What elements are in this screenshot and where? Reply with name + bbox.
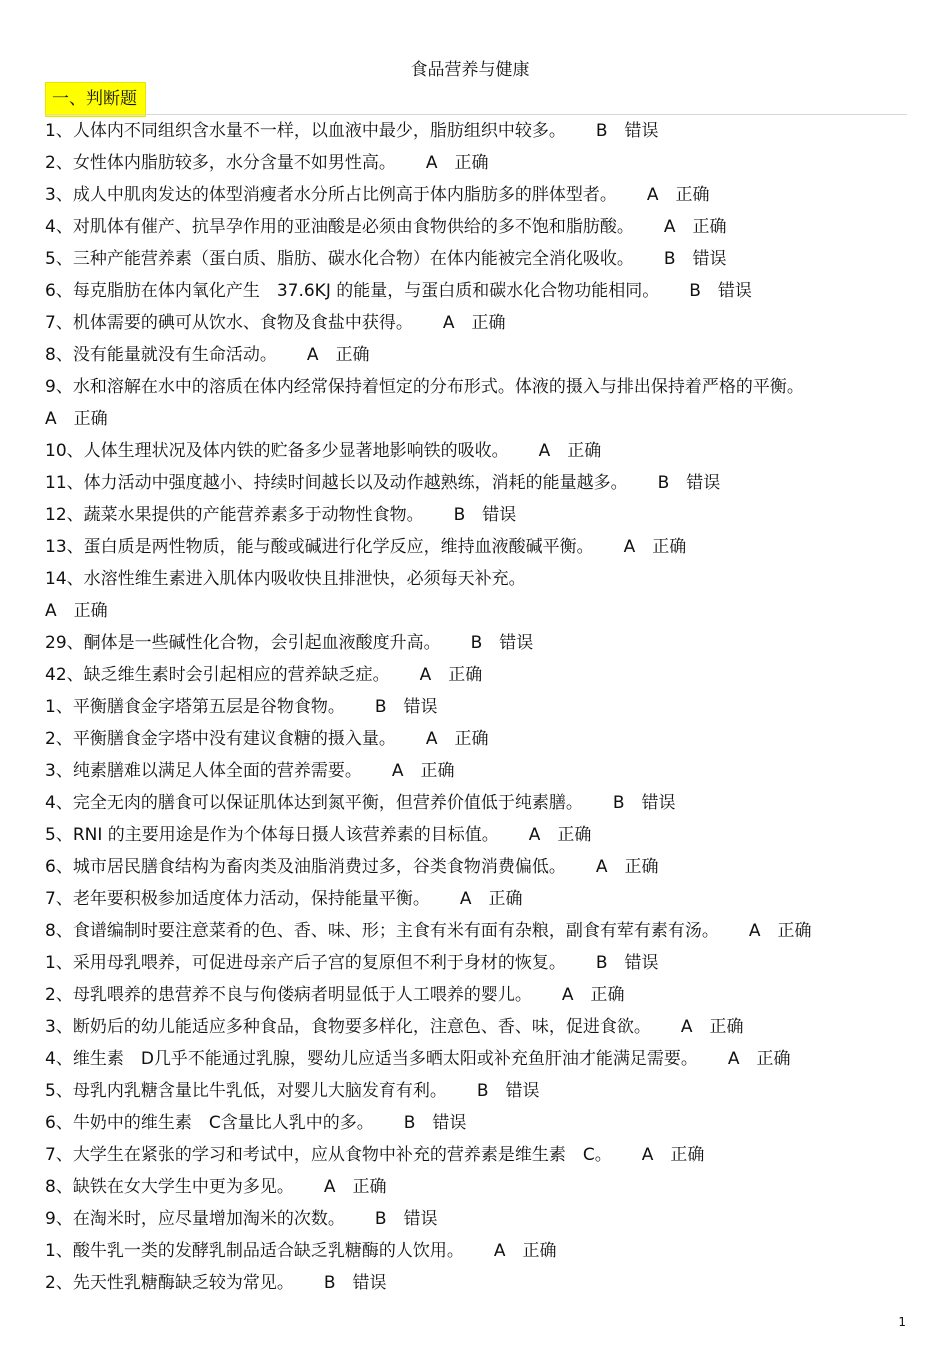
- question-item: [45, 1107, 925, 1139]
- question-answer: B 错误: [403, 1113, 467, 1133]
- question-answer: B 错误: [595, 953, 659, 973]
- question-text: 食谱编制时要注意菜肴的色、香、味、形；主食有米有面有杂粮，副食有荤有素有汤。: [72, 921, 719, 941]
- question-answer: B 错误: [663, 249, 727, 269]
- question-number: 11、: [45, 473, 84, 493]
- question-text: 酸牛乳一类的发酵乳制品适合缺乏乳糖酶的人饮用。: [72, 1241, 464, 1261]
- question-answer: B 错误: [470, 633, 534, 653]
- question-item: [45, 179, 925, 211]
- question-answer: A 正确: [425, 729, 489, 749]
- question-list: [45, 115, 925, 1299]
- question-number: 6、: [45, 857, 73, 877]
- question-text: RNI 的主要用途是作为个体每日摄人该营养素的目标值。: [72, 825, 499, 845]
- question-item: [45, 531, 925, 563]
- question-number: 3、: [45, 185, 73, 205]
- question-item: [45, 627, 925, 659]
- question-item: [45, 1011, 925, 1043]
- question-answer: B 错误: [374, 1209, 438, 1229]
- question-item: [45, 307, 925, 339]
- question-answer: A 正确: [442, 313, 506, 333]
- question-number: 4、: [45, 217, 73, 237]
- question-text: 蛋白质是两性物质，能与酸或碱进行化学反应，维持血液酸碱平衡。: [83, 537, 594, 557]
- question-number: 3、: [45, 761, 73, 781]
- question-text: 纯素膳难以满足人体全面的营养需要。: [72, 761, 362, 781]
- question-number: 2、: [45, 153, 73, 173]
- question-number: 29、: [45, 633, 84, 653]
- question-number: 14、: [45, 569, 84, 589]
- question-answer: A 正确: [680, 1017, 744, 1037]
- question-item: [45, 851, 925, 883]
- question-text: 对肌体有催产、抗旱孕作用的亚油酸是必须由食物供给的多不饱和脂肪酸。: [72, 217, 634, 237]
- question-answer: B 错误: [595, 121, 659, 141]
- question-answer: A 正确: [391, 761, 455, 781]
- question-item: [45, 1139, 925, 1171]
- question-text: 成人中肌肉发达的体型消瘦者水分所占比例高于体内脂肪多的胖体型者。: [72, 185, 617, 205]
- question-number: 5、: [45, 825, 73, 845]
- question-answer: A 正确: [641, 1145, 705, 1165]
- question-text: 老年要积极参加适度体力活动，保持能量平衡。: [72, 889, 430, 909]
- question-item: [45, 659, 925, 691]
- question-number: 4、: [45, 793, 73, 813]
- question-number: 4、: [45, 1049, 73, 1069]
- question-item: [45, 371, 925, 403]
- question-answer: A 正确: [493, 1241, 557, 1261]
- question-text: 城市居民膳食结构为畜肉类及油脂消费过多，谷类食物消费偏低。: [72, 857, 566, 877]
- question-answer: A 正确: [561, 985, 625, 1005]
- question-item: [45, 1203, 925, 1235]
- question-answer: [804, 377, 834, 397]
- question-answer: B 错误: [689, 281, 752, 301]
- question-item: [45, 211, 925, 243]
- question-item: [45, 1171, 925, 1203]
- question-text: 水和溶解在水中的溶质在体内经常保持着恒定的分布形式。体液的摄入与排出保持着严格的平衡。: [72, 377, 804, 397]
- question-item: [45, 915, 925, 947]
- question-item: [45, 883, 925, 915]
- question-number: 8、: [45, 921, 73, 941]
- question-item: [45, 275, 925, 307]
- question-answer: A 正确: [727, 1049, 791, 1069]
- question-number: 13、: [45, 537, 84, 557]
- question-answer: A 正确: [623, 537, 687, 557]
- question-text: 母乳内乳糖含量比牛乳低，对婴儿大脑发育有利。: [72, 1081, 447, 1101]
- question-item: [45, 563, 925, 595]
- question-text: 体力活动中强度越小、持续时间越长以及动作越熟练，消耗的能量越多。: [83, 473, 628, 493]
- question-item: [45, 115, 925, 147]
- question-text: 女性体内脂肪较多，水分含量不如男性高。: [72, 153, 396, 173]
- question-number: 42、: [45, 665, 84, 685]
- section-heading: 一、判断题: [45, 82, 146, 117]
- question-number: 9、: [45, 377, 73, 397]
- question-number: 1、: [45, 953, 73, 973]
- question-item: [45, 723, 925, 755]
- question-answer: B 错误: [657, 473, 721, 493]
- question-text: 断奶后的幼儿能适应多种食品，食物要多样化，注意色、香、味，促进食欲。: [72, 1017, 651, 1037]
- question-item: [45, 1043, 925, 1075]
- question-item: [45, 1075, 925, 1107]
- question-item: [45, 787, 925, 819]
- question-text: 平衡膳食金字塔中没有建议食糖的摄入量。: [72, 729, 396, 749]
- question-answer: B 错误: [612, 793, 676, 813]
- question-text: 水溶性维生素进入肌体内吸收快且排泄快，必须每天补充。: [83, 569, 526, 589]
- question-number: 8、: [45, 345, 73, 365]
- question-item: [45, 403, 925, 435]
- question-number: 8、: [45, 1177, 73, 1197]
- question-item: [45, 147, 925, 179]
- question-answer: A 正确: [306, 345, 370, 365]
- question-answer: B 错误: [374, 697, 438, 717]
- question-text: 采用母乳喂养，可促进母亲产后子宫的复原但不利于身材的恢复。: [72, 953, 566, 973]
- question-text: 人体生理状况及体内铁的贮备多少显著地影响铁的吸收。: [83, 441, 509, 461]
- question-text: 缺铁在女大学生中更为多见。: [72, 1177, 294, 1197]
- document-title: 食品营养与健康: [410, 60, 530, 80]
- question-number: 6、: [45, 1113, 73, 1133]
- question-number: 5、: [45, 249, 73, 269]
- question-text: 三种产能营养素（蛋白质、脂肪、碳水化合物）在体内能被完全消化吸收。: [72, 249, 634, 269]
- question-answer: B 错误: [453, 505, 517, 525]
- question-answer: A 正确: [595, 857, 659, 877]
- page-number: 1: [898, 1315, 906, 1329]
- question-number: 2、: [45, 985, 73, 1005]
- question-answer: [526, 569, 556, 589]
- question-item: [45, 979, 925, 1011]
- question-item: [45, 499, 925, 531]
- question-answer: A 正确: [538, 441, 602, 461]
- question-answer: [108, 601, 138, 621]
- question-item: [45, 1235, 925, 1267]
- question-text: 牛奶中的维生素 C含量比人乳中的多。: [72, 1113, 374, 1133]
- question-item: [45, 435, 925, 467]
- question-item: [45, 947, 925, 979]
- question-text: 母乳喂养的患营养不良与佝偻病者明显低于人工喂养的婴儿。: [72, 985, 532, 1005]
- question-answer: A 正确: [528, 825, 592, 845]
- question-item: [45, 1267, 925, 1299]
- question-number: 1、: [45, 121, 73, 141]
- question-text: 蔬菜水果提供的产能营养素多于动物性食物。: [83, 505, 424, 525]
- question-text: 机体需要的碘可从饮水、食物及食盐中获得。: [72, 313, 413, 333]
- question-number: 10、: [45, 441, 84, 461]
- question-item: [45, 467, 925, 499]
- question-answer: A 正确: [646, 185, 710, 205]
- question-answer: A 正确: [323, 1177, 387, 1197]
- question-number: 1、: [45, 1241, 73, 1261]
- question-number: 9、: [45, 1209, 73, 1229]
- question-answer: A 正确: [748, 921, 812, 941]
- question-number: 7、: [45, 1145, 73, 1165]
- question-answer: B 错误: [323, 1273, 387, 1293]
- question-answer: B 错误: [476, 1081, 540, 1101]
- question-number: 6、: [45, 281, 73, 301]
- question-item: [45, 595, 925, 627]
- question-text: 缺乏维生素时会引起相应的营养缺乏症。: [83, 665, 390, 685]
- question-answer: [108, 409, 138, 429]
- question-text: 没有能量就没有生命活动。: [72, 345, 277, 365]
- question-number: 7、: [45, 313, 73, 333]
- question-number: 2、: [45, 1273, 73, 1293]
- question-answer: A 正确: [425, 153, 489, 173]
- question-text: 每克脂肪在体内氧化产生 37.6KJ 的能量，与蛋白质和碳水化合物功能相同。: [72, 281, 660, 301]
- question-number: 1、: [45, 697, 73, 717]
- question-answer: A 正确: [663, 217, 727, 237]
- question-text: A 正确: [45, 601, 108, 621]
- question-number: 3、: [45, 1017, 73, 1037]
- question-item: [45, 339, 925, 371]
- question-item: [45, 819, 925, 851]
- question-number: 7、: [45, 889, 73, 909]
- question-text: 酮体是一些碱性化合物，会引起血液酸度升高。: [83, 633, 441, 653]
- question-answer: A 正确: [419, 665, 483, 685]
- question-number: 12、: [45, 505, 84, 525]
- question-answer: A 正确: [459, 889, 523, 909]
- question-text: 大学生在紧张的学习和考试中，应从食物中补充的营养素是维生素 C。: [72, 1145, 612, 1165]
- question-number: 5、: [45, 1081, 73, 1101]
- question-number: 2、: [45, 729, 73, 749]
- question-item: [45, 243, 925, 275]
- question-item: [45, 691, 925, 723]
- question-text: 完全无肉的膳食可以保证肌体达到氮平衡，但营养价值低于纯素膳。: [72, 793, 583, 813]
- question-text: 平衡膳食金字塔第五层是谷物食物。: [72, 697, 345, 717]
- question-item: [45, 755, 925, 787]
- question-text: A 正确: [45, 409, 108, 429]
- question-text: 先天性乳糖酶缺乏较为常见。: [72, 1273, 294, 1293]
- question-text: 人体内不同组织含水量不一样，以血液中最少，脂肪组织中较多。: [72, 121, 566, 141]
- question-text: 在淘米时，应尽量增加淘米的次数。: [72, 1209, 345, 1229]
- question-text: 维生素 D几乎不能通过乳腺，婴幼儿应适当多晒太阳或补充鱼肝油才能满足需要。: [72, 1049, 698, 1069]
